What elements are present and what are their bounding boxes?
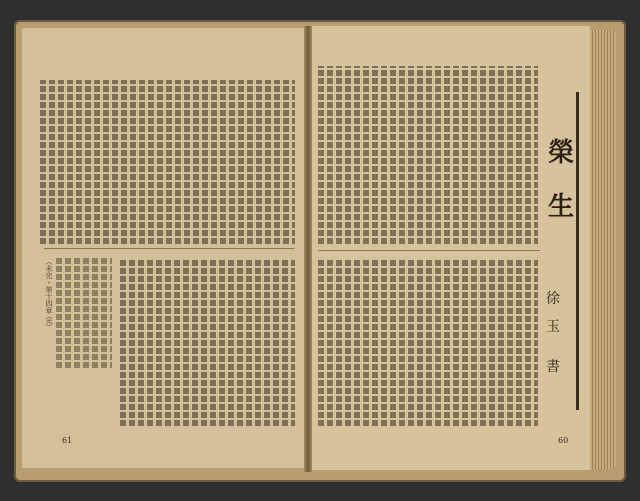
page-edges [590,30,616,470]
left-page-note-lines [56,258,112,368]
author-char-1: 徐 [546,291,560,307]
story-title-char-2: 生 [548,192,575,222]
left-page-upper-text [40,80,295,244]
left-page-divider [44,248,294,249]
story-title-char-1: 榮 [548,138,575,168]
left-page-note: （未完・第十四章 完） [45,258,53,331]
left-page-lower-text [120,258,295,426]
right-page-lower-text [318,258,538,426]
right-page-number: 60 [558,436,569,445]
right-page-divider [318,250,540,251]
book-gutter [304,26,312,472]
author-char-3: 書 [546,359,560,375]
left-page-number: 61 [62,436,73,445]
author-char-2: 玉 [546,319,560,335]
right-page-upper-text [318,66,538,244]
